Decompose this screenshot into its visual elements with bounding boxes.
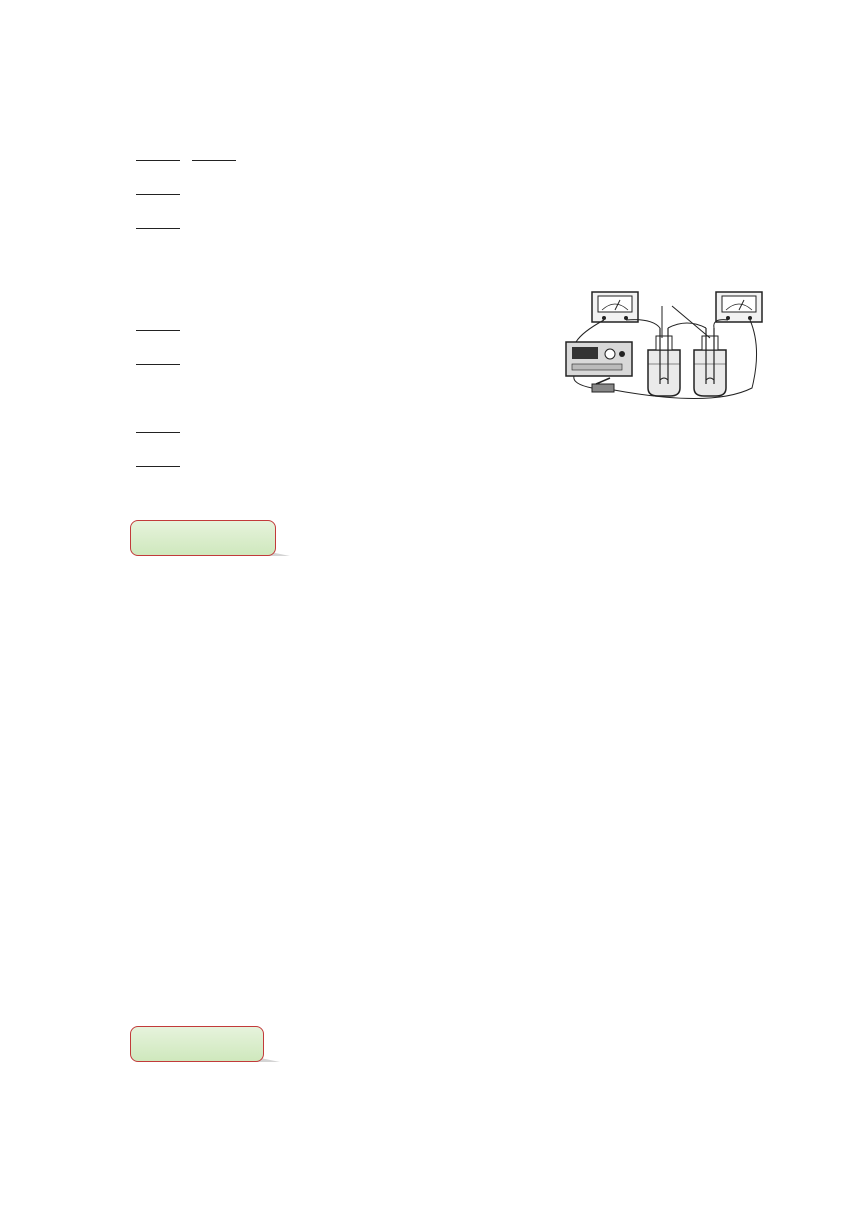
section-banner-choice xyxy=(130,1026,280,1066)
q8-part2-line1 xyxy=(130,350,186,371)
right-meter xyxy=(716,292,762,322)
switch xyxy=(592,378,614,392)
q7-part1-line2 xyxy=(130,180,186,201)
answer-blank[interactable] xyxy=(136,316,180,331)
answer-blank[interactable] xyxy=(136,214,180,229)
q7-part1-line1 xyxy=(130,146,242,167)
answer-blank[interactable] xyxy=(136,146,180,161)
left-meter xyxy=(592,292,638,322)
answer-blank[interactable] xyxy=(136,180,180,195)
circuit-figure xyxy=(562,288,768,416)
answer-blank[interactable] xyxy=(136,350,180,365)
section-banner-calc xyxy=(130,520,290,560)
section-title-calc xyxy=(144,527,152,545)
section-title-choice xyxy=(144,1033,152,1051)
q8-part3-line1 xyxy=(130,418,186,439)
q8-part1-line2 xyxy=(130,316,186,337)
left-jar xyxy=(648,328,680,396)
power-supply xyxy=(566,342,632,376)
q7-part2 xyxy=(130,214,186,235)
q8-part3-line2 xyxy=(130,452,186,473)
answer-blank[interactable] xyxy=(136,452,180,467)
answer-blank[interactable] xyxy=(192,146,236,161)
right-jar xyxy=(694,328,726,396)
answer-blank[interactable] xyxy=(136,418,180,433)
